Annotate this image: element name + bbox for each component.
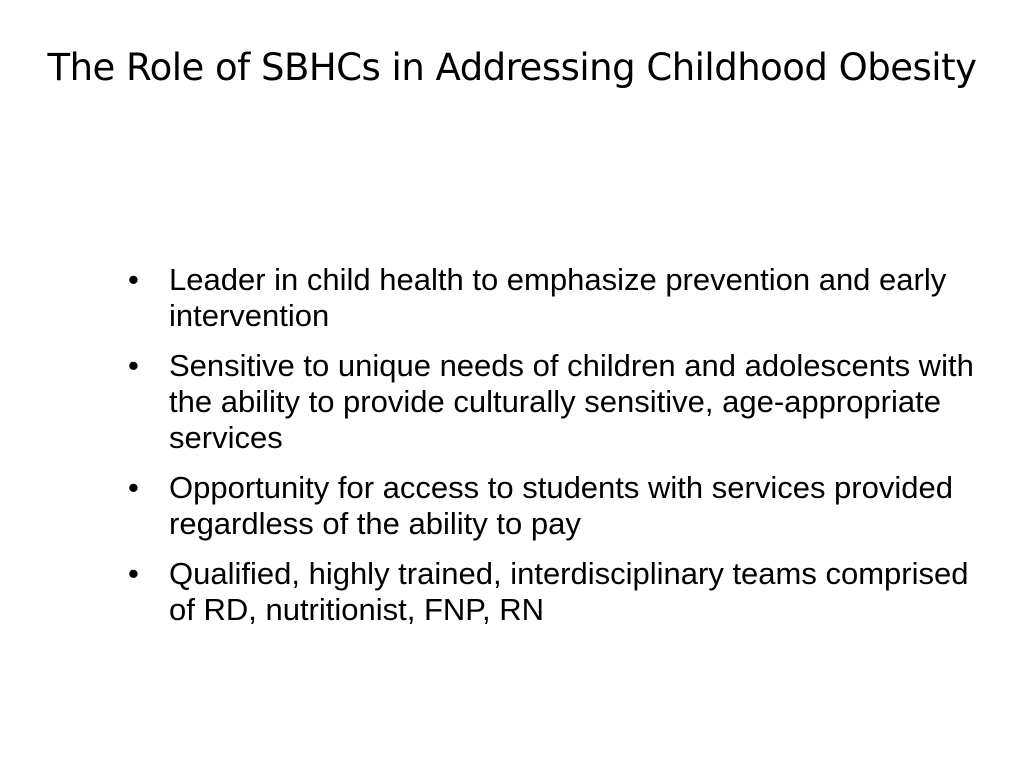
bullet-item <box>128 348 988 456</box>
bullet-icon: • <box>128 556 139 591</box>
bullet-icon: • <box>128 262 139 297</box>
bullet-text: Sensitive to unique needs of children and adolescents with the ability to provide culturally sensitive, age-appropriate services <box>169 348 974 455</box>
bullet-list <box>128 262 988 642</box>
bullet-text: Leader in child health to emphasize prevention and early intervention <box>169 262 947 333</box>
bullet-icon: • <box>128 348 139 383</box>
slide-title: The Role of SBHCs in Addressing Childhood Obesity <box>47 46 977 89</box>
bullet-icon: • <box>128 470 139 505</box>
bullet-item <box>128 470 988 542</box>
bullet-item <box>128 556 988 628</box>
bullet-text: Opportunity for access to students with services provided regardless of the ability to pay <box>169 470 953 541</box>
bullet-text: Qualified, highly trained, interdisciplinary teams comprised of RD, nutritionist, FNP, RN <box>169 556 969 627</box>
bullet-item <box>128 262 988 334</box>
